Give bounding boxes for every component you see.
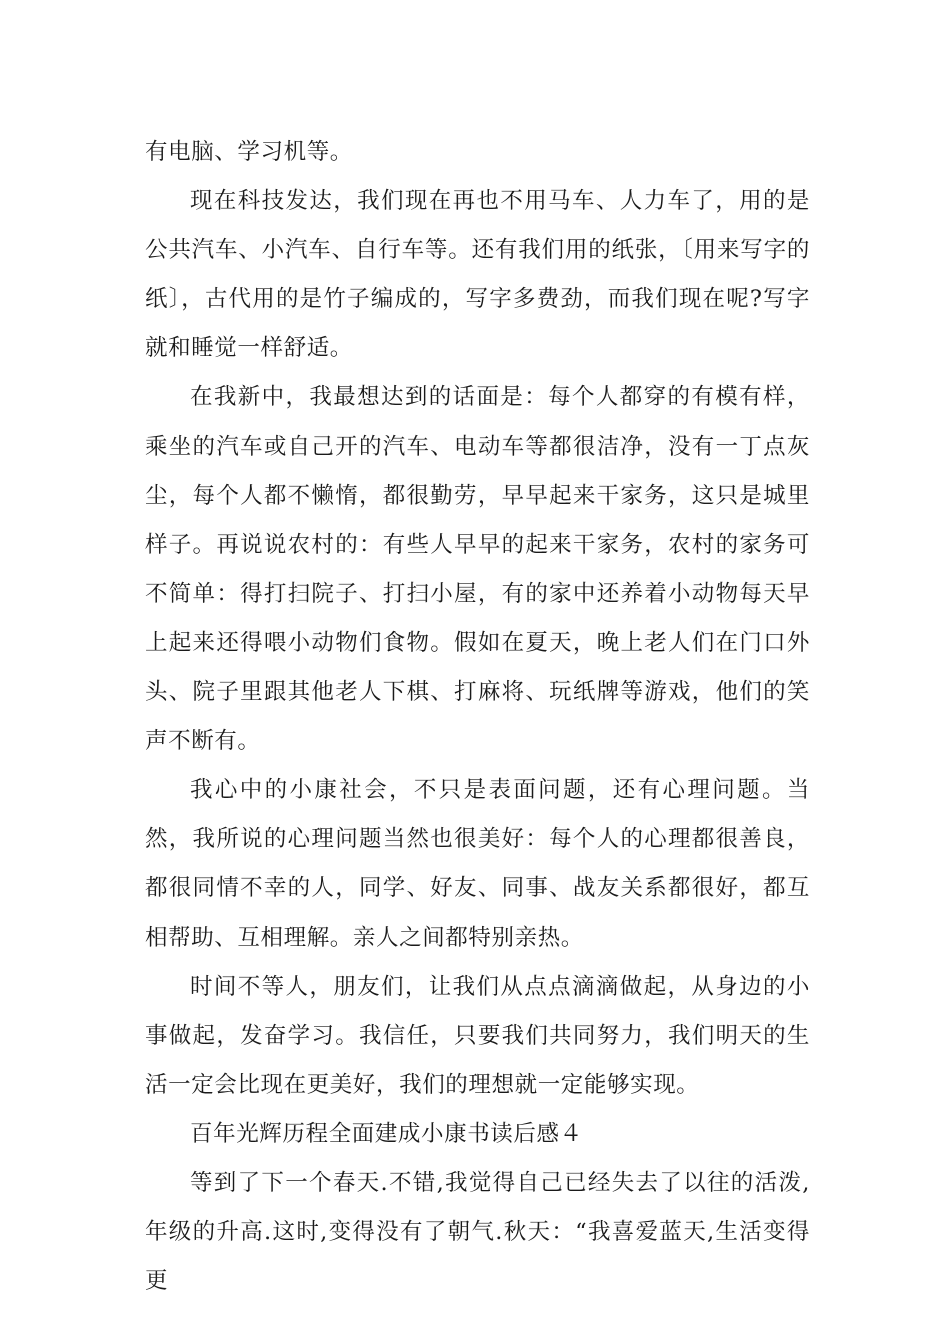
paragraph-spring: 等到了下一个春天.不错,我觉得自己已经失去了以往的活泼,年级的升高.这时,变得没有了朝气.秋天：“我喜爱蓝天,生活变得更 (145, 1169, 810, 1295)
paragraph-continuation: 有电脑、学习机等。 (145, 139, 353, 165)
paragraph-mindset: 我心中的小康社会，不只是表面问题，还有心理问题。当然，我所说的心理问题当然也很美好：每个人的心理都很善良，都很同情不幸的人，同学、好友、同事、战友关系都很好，都互相帮助、互相理解。亲人之间都特别亲热。 (145, 777, 810, 951)
section-heading: 百年光辉历程全面建成小康书读后感４ (190, 1120, 583, 1147)
paragraph-technology: 现在科技发达，我们现在再也不用马车、人力车了，用的是公共汽车、小汽车、自行车等。还有我们用的纸张，〔用来写字的纸〕，古代用的是竹子编成的，写字多费劲，而我们现在呢?写字就和睡觉一样舒适。 (145, 188, 810, 362)
paragraph-conclusion: 时间不等人，朋友们，让我们从点点滴滴做起，从身边的小事做起，发奋学习。我信任，只要我们共同努力，我们明天的生活一定会比现在更美好，我们的理想就一定能够实现。 (145, 973, 810, 1098)
paragraph-vision: 在我新中，我最想达到的话面是：每个人都穿的有模有样，乘坐的汽车或自己开的汽车、电动车等都很洁净，没有一丁点灰尘，每个人都不懒惰，都很勤劳，早早起来干家务，这只是城里样子。再说说农村的：有些人早早的起来干家务，农村的家务可不简单：得打扫院子、打扫小屋，有的家中还养着小动物每天早上起来还得喂小动物们食物。假如在夏天，晚上老人们在门口外头、院子里跟其他老人下棋、打麻将、玩纸牌等游戏，他们的笑声不断有。 (145, 384, 810, 755)
document-body (145, 128, 810, 1306)
